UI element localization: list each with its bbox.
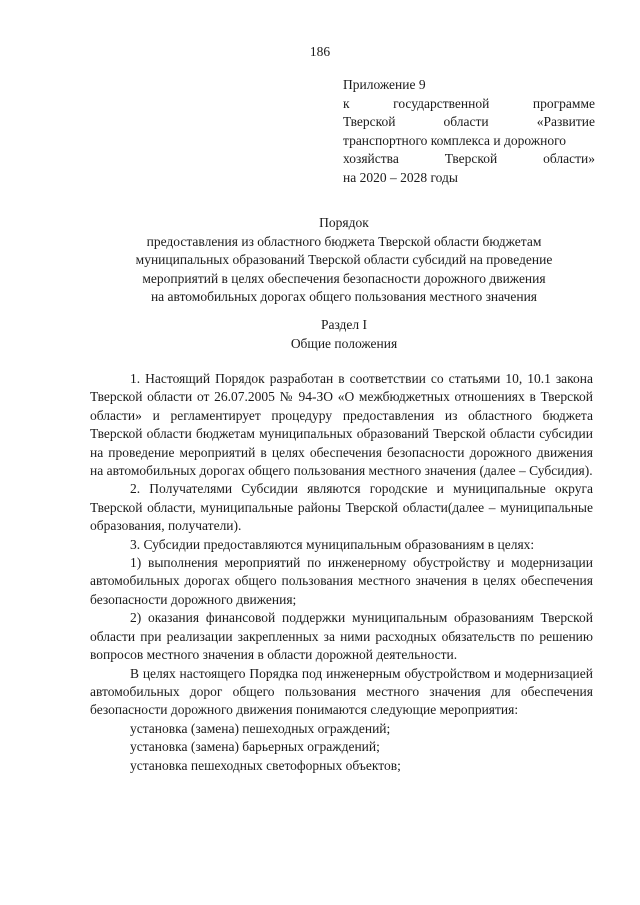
appendix-line-3 <box>343 113 595 132</box>
list-item-1: 1) выполнения мероприятий по инженерному обустройству и модернизации автомобильных дорогах общего пользования местного значения в целях обеспечения безопасности дорожного движения; <box>90 555 593 607</box>
title-line: на автомобильных дорогах общего пользования местного значения <box>150 289 538 304</box>
body-text <box>90 370 593 775</box>
appendix-word: программе <box>532 95 595 111</box>
section-number: Раздел I <box>320 317 368 332</box>
document-title <box>96 214 592 307</box>
appendix-block <box>343 76 595 187</box>
appendix-word: хозяйства <box>343 151 399 166</box>
measure-item: установка пешеходных светофорных объектов; <box>130 757 401 773</box>
paragraph-1: 1. Настоящий Порядок разработан в соответствии со статьями 10, 10.1 закона Тверской области от 26.07.2005 № 94-ЗО «О межбюджетных отношениях в Тверской области» и регламентирует процедуру предоставления из областного бюджета Тверской области бюджетам муниципальных образований Тверской области субсидии на проведение мероприятий в целях обеспечения безопасности дорожного движения на автомобильных дорогах общего пользования местного значения (далее – Субсидия). <box>90 371 593 479</box>
page-number: 186 <box>309 44 331 59</box>
title-line: муниципальных образований Тверской области субсидий на проведение <box>135 252 553 267</box>
appendix-line-6: на 2020 – 2028 годы <box>343 169 458 185</box>
appendix-line-5 <box>343 150 595 169</box>
paragraph-3: 3. Субсидии предоставляются муниципальным образованиям в целях: <box>130 536 535 552</box>
appendix-word: области <box>443 114 489 129</box>
appendix-word: Тверской <box>343 114 396 129</box>
paragraph-2: 2. Получателями Субсидии являются городские и муниципальные округа Тверской области, муниципальные районы Тверской области(далее – муниципальные образования, получатели). <box>90 481 593 534</box>
appendix-word: к <box>343 95 350 111</box>
paragraph-4: В целях настоящего Порядка под инженерным обустройством и модернизацией автомобильных дорог общего пользования местного значения для обеспечения безопасности дорожного движения понимаются следующие мероприятия: <box>90 665 593 718</box>
list-item-2: 2) оказания финансовой поддержки муниципальным образованиям Тверской области при реализации закрепленных за ними расходных обязательств по решению вопросов местного значения в области дорожной деятельности. <box>90 610 593 663</box>
measure-item: установка (замена) пешеходных ограждений; <box>130 720 391 736</box>
appendix-word: Тверской <box>444 151 498 166</box>
appendix-title: Приложение 9 <box>343 77 426 92</box>
appendix-word: области» <box>543 151 595 166</box>
measure-item: установка (замена) барьерных ограждений; <box>130 739 380 755</box>
title-line: мероприятий в целях обеспечения безопасности дорожного движения <box>142 270 546 286</box>
section-heading <box>96 316 592 353</box>
section-name: Общие положения <box>290 335 398 351</box>
appendix-word: «Развитие <box>536 114 595 129</box>
appendix-line-4: транспортного комплекса и дорожного <box>343 132 567 148</box>
appendix-line-2 <box>343 95 595 114</box>
title-heading: Порядок <box>319 215 369 230</box>
title-line: предоставления из областного бюджета Тверской области бюджетам <box>146 233 542 249</box>
appendix-word: государственной <box>393 95 490 111</box>
